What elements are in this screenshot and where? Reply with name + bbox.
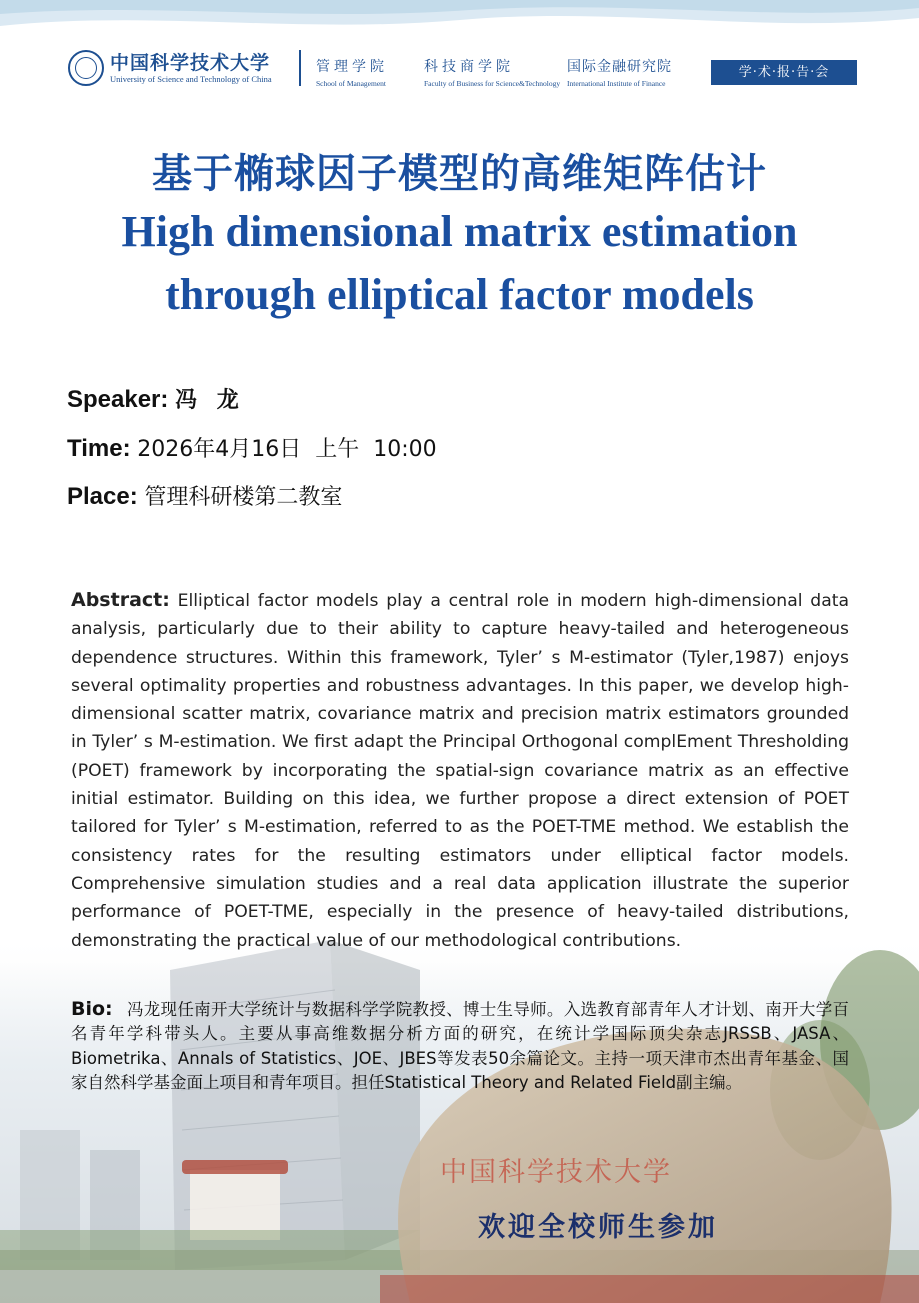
title-cn: 基于椭球因子模型的高维矩阵估计 [152,151,767,197]
header-divider [299,50,301,86]
time-value: 2026年4月16日 上午 10:00 [137,437,437,462]
title-en-line1: High dimensional matrix estimation [121,207,798,256]
university-seal-icon [68,50,104,86]
bio-paragraph [71,997,849,1095]
unit-management: 管理学院 School of Management [316,59,388,88]
time-label: Time: [67,435,131,462]
place-row [67,480,342,511]
unit-finance: 国际金融研究院 International Institute of Finance [567,59,672,88]
campus-scenery-image [0,930,919,1303]
unit-business: 科技商学院 Faculty of Business for Science&Technology [424,59,561,88]
welcome-message: 欢迎全校师生参加 [478,1212,718,1243]
place-value: 管理科研楼第二教室 [144,485,343,510]
abstract-text: Elliptical factor models play a central role in modern high-dimensional data analysis, particularly due to their ability to capture heavy-tailed and heterogeneous dependence structures. Within this framework, Tyler’ s M-estimator (Tyler,1987) enjoys several optimality properties and robustness advantages. In this paper, we develop high-dimensional scatter matrix, covariance matrix and precision matrix estimators grounded in Tyler’ s M-estimation. We first adapt the Principal Orthogonal complEment Thresholding (POET) framework by incorporating the spatial-sign covariance matrix as an effective initial estimator. Building on this idea, we further propose a direct extension of POET tailored for Tyler’ s M-estimation, referred to as the POET-TME method. We establish the consistency rates for the resulting estimators under elliptical factor models. Comprehensive simulation studies and a real data application illustrate the superior performance of POET-TME, especially in the presence of heavy-tailed distributions, demonstrating the practical value of our methodological contributions. [71,591,849,951]
speaker-name: 冯 龙 [175,388,245,413]
speaker-row [67,383,245,414]
university-name-cn: 中国科学技术大学 [110,52,271,74]
header [68,48,858,90]
speaker-label: Speaker: [67,386,169,413]
abstract-paragraph [71,586,849,955]
time-row [67,432,437,463]
abstract-label: Abstract: [71,589,170,611]
bio-text: 冯龙现任南开大学统计与数据科学学院教授、博士生导师。入选教育部青年人才计划、南开大学百名青年学科带头人。主要从事高维数据分析方面的研究，在统计学国际顶尖杂志JRSSB、JASA、Biometrika、Annals of Statistics、JOE、JBES等发表50余篇论文。主持一项天津市杰出青年基金、国家自然科学基金面上项目和青年项目。担任Statistical Theory and Related Field副主编。 [71,1000,849,1092]
title-en-line2: through elliptical factor models [165,270,754,319]
seminar-badge: 学·术·报·告·会 [711,60,857,85]
bio-label: Bio: [71,998,113,1020]
university-name-en: University of Science and Technology of China [110,74,272,84]
place-label: Place: [67,483,138,510]
rock-inscription: 中国科学技术大学 [440,1157,672,1188]
